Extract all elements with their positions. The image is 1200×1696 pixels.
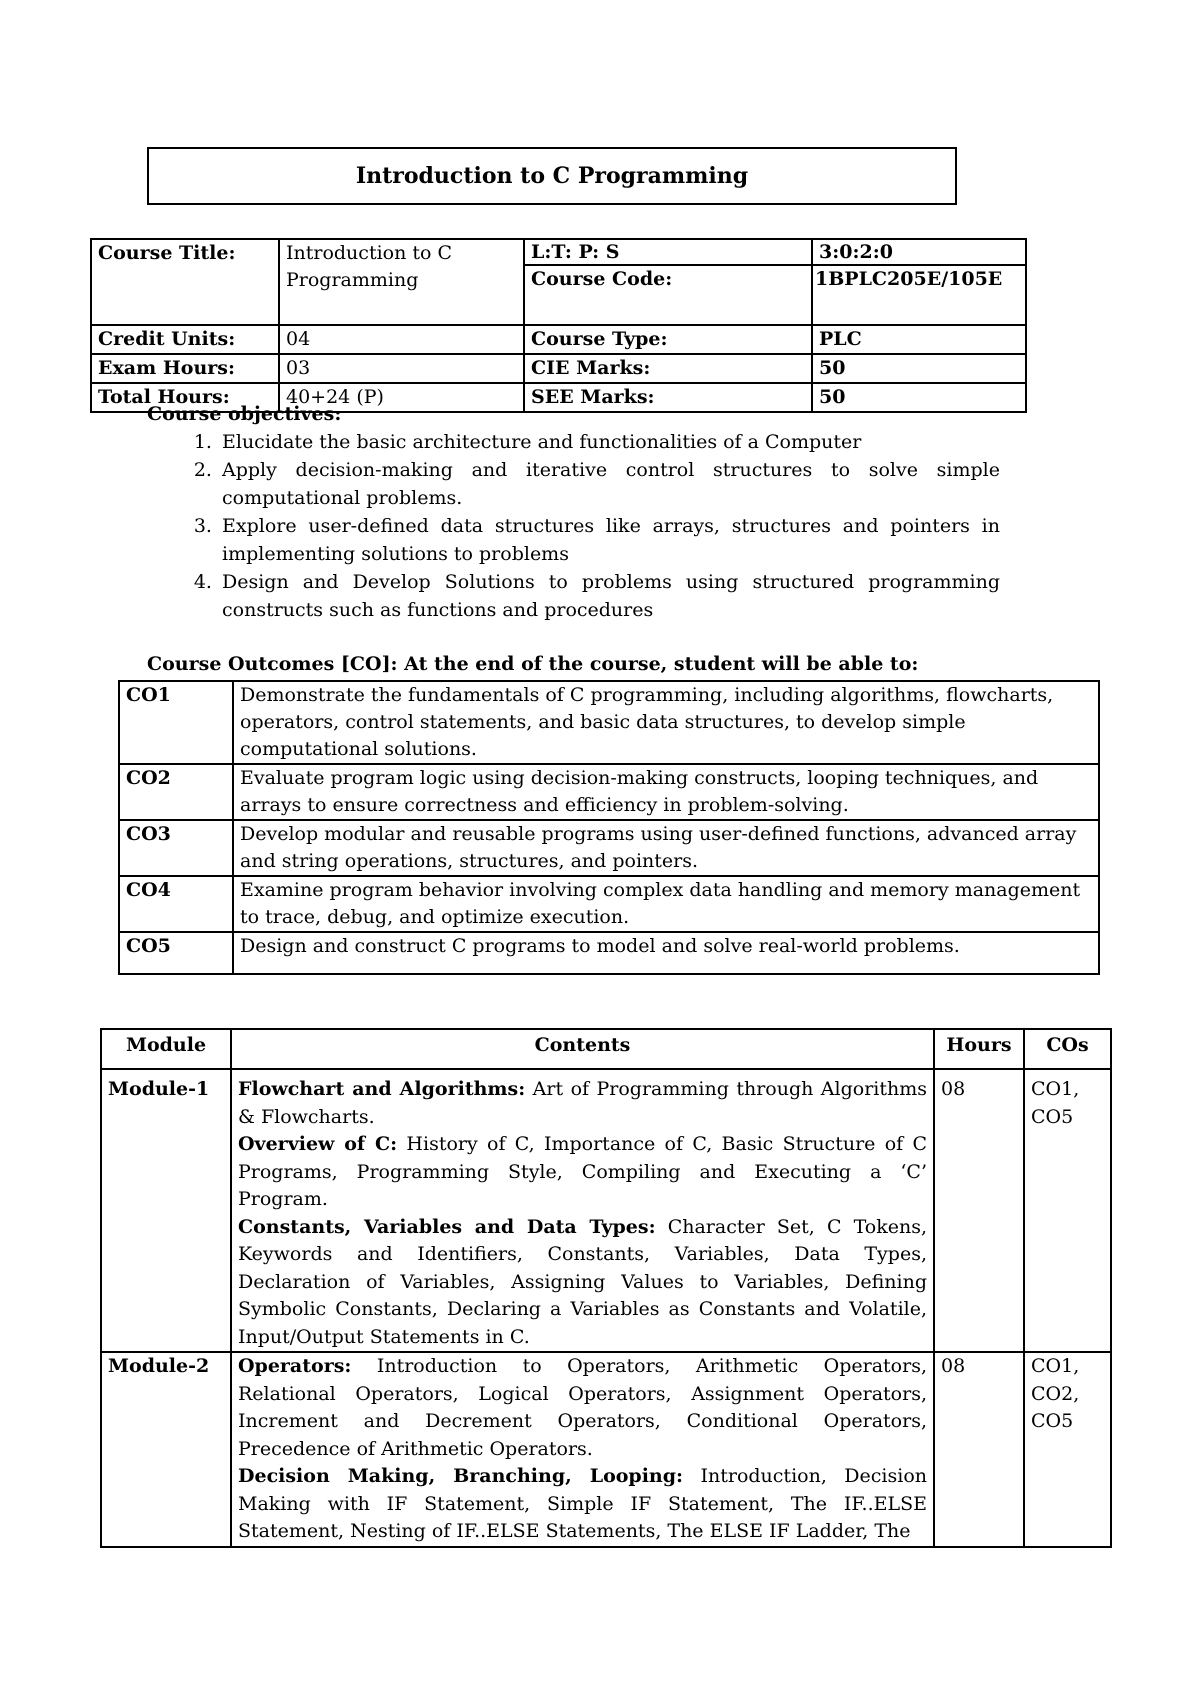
ltps-label: L:T: P: S (525, 240, 811, 266)
objective-item: 4. Design and Develop Solutions to problems using structured programming constructs such as functions and procedures (218, 568, 1000, 624)
ltps-code-values (812, 239, 1026, 325)
cie-marks-label: CIE Marks: (524, 354, 812, 383)
module-paragraph (238, 1131, 927, 1214)
module-paragraph (238, 1463, 927, 1546)
hours-header: Hours (934, 1029, 1024, 1069)
see-marks-label: SEE Marks: (524, 383, 812, 412)
module-cos (1024, 1352, 1111, 1547)
co-ref: CO1, (1031, 1355, 1080, 1377)
topic-text: History of C, Importance of C, Basic Structure of C Programs, Programming Style, Compiling and Executing a ‘C’ Program. (238, 1133, 927, 1210)
course-title-label: Course Title: (91, 239, 279, 325)
course-type-value: PLC (812, 325, 1026, 354)
objective-item: 3. Explore user-defined data structures like arrays, structures and pointers in implementing solutions to problems (218, 512, 1000, 568)
module-contents (231, 1069, 934, 1352)
course-code-value: 1BPLC205E/105E (815, 268, 1003, 290)
ltps-value: 3:0:2:0 (813, 240, 1025, 266)
topic-title: Decision Making, Branching, Looping: (238, 1465, 684, 1487)
total-hours-value: 40+24 (P) (279, 383, 524, 412)
co-ref: CO1, (1031, 1078, 1080, 1100)
module-hours: 08 (934, 1069, 1024, 1352)
course-type-label: Course Type: (524, 325, 812, 354)
total-hours-label: Total Hours: (91, 383, 279, 412)
credit-units-value: 04 (279, 325, 524, 354)
course-objectives (147, 400, 1000, 624)
objectives-list (147, 428, 1000, 624)
co-code: CO5 (119, 932, 233, 974)
modules-table (100, 1028, 1112, 1548)
topic-title: Overview of C: (238, 1133, 398, 1155)
co-code: CO4 (119, 876, 233, 932)
see-marks-value: 50 (812, 383, 1026, 412)
topic-text: Art of Programming through Algorithms & Flowcharts. (238, 1078, 927, 1128)
objective-item: 2. Apply decision-making and iterative control structures to solve simple computational problems. (218, 456, 1000, 512)
topic-title: Constants, Variables and Data Types: (238, 1215, 656, 1238)
topic-text: Character Set, C Tokens, Keywords and Identifiers, Constants, Variables, Data Types, Declaration of Variables, Assigning Values to Variables, Defining Symbolic Constants, Declaring a Variables as Constants and Volatile, Input/Output Statements in C. (238, 1215, 927, 1348)
course-info-table (90, 238, 1027, 413)
outcomes-heading: Course Outcomes [CO]: At the end of the course, student will be able to: (147, 653, 919, 675)
module-paragraph (238, 1076, 927, 1131)
objective-item: 1. Elucidate the basic architecture and functionalities of a Computer (218, 428, 1000, 456)
credit-units-label: Credit Units: (91, 325, 279, 354)
topic-text: Introduction, Decision Making with IF Statement, Simple IF Statement, The IF..ELSE Statement, Nesting of IF..ELSE Statements, The ELSE IF Ladder, The (238, 1465, 927, 1542)
co-text: Design and construct C programs to model and solve real-world problems. (233, 932, 1099, 974)
co-code: CO1 (119, 681, 233, 764)
co-text: Examine program behavior involving complex data handling and memory management to trace, debug, and optimize execution. (233, 876, 1099, 932)
document-title: Introduction to C Programming (147, 147, 957, 205)
exam-hours-value: 03 (279, 354, 524, 383)
ltps-code-labels (524, 239, 812, 325)
exam-hours-label: Exam Hours: (91, 354, 279, 383)
co-text: Evaluate program logic using decision-making constructs, looping techniques, and arrays to ensure correctness and efficiency in problem-solving. (233, 764, 1099, 820)
co-code: CO3 (119, 820, 233, 876)
topic-title: Operators: (238, 1355, 352, 1377)
co-code: CO2 (119, 764, 233, 820)
co-ref: CO5 (1031, 1410, 1074, 1432)
module-paragraph (238, 1214, 927, 1352)
outcomes-table (118, 680, 1100, 975)
course-code-label: Course Code: (531, 268, 673, 290)
course-title-value: Introduction to C Programming (279, 239, 524, 325)
co-ref: CO2, (1031, 1382, 1080, 1405)
module-paragraph (238, 1353, 927, 1463)
module-contents (231, 1352, 934, 1547)
module-name: Module-1 (101, 1069, 231, 1352)
module-cos (1024, 1069, 1111, 1352)
topic-text: Introduction to Operators, Arithmetic Operators, Relational Operators, Logical Operators, Assignment Operators, Increment and Decrement Operators, Conditional Operators, Precedence of Arithmetic Operators. (238, 1355, 927, 1460)
co-text: Demonstrate the fundamentals of C programming, including algorithms, flowcharts, operators, control statements, and basic data structures, to develop simple computational solutions. (233, 681, 1099, 764)
cos-header: COs (1024, 1029, 1111, 1069)
module-header: Module (101, 1029, 231, 1069)
co-text: Develop modular and reusable programs using user-defined functions, advanced array and string operations, structures, and pointers. (233, 820, 1099, 876)
cie-marks-value: 50 (812, 354, 1026, 383)
module-hours: 08 (934, 1352, 1024, 1547)
objectives-heading: Course objectives: (147, 403, 342, 425)
topic-title: Flowchart and Algorithms: (238, 1078, 526, 1100)
module-name: Module-2 (101, 1352, 231, 1547)
co-ref: CO5 (1031, 1105, 1074, 1128)
contents-header: Contents (231, 1029, 934, 1069)
